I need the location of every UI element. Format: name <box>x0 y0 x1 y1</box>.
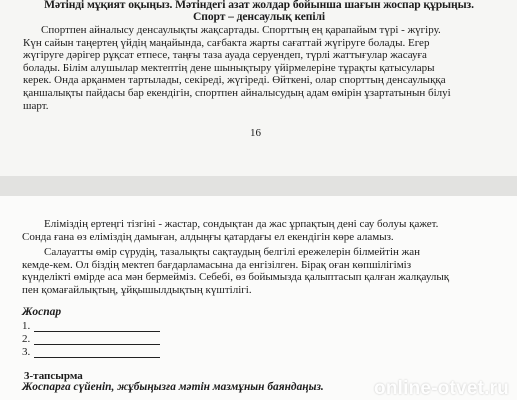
text-title: Спорт – денсаулық кепілі <box>192 10 326 23</box>
paragraph-line: Сонда ғана өз еліміздің дамыған, алдыңғы қатардағы ел екендігін көре аламыз. <box>22 230 394 243</box>
instruction: Мәтінді мұқият оқыңыз. Мәтіндегі азат жолдар бойынша шағын жоспар құрыңыз. <box>44 0 474 11</box>
plan-item-3[interactable] <box>22 346 160 358</box>
paragraph-line: шарт. <box>23 99 49 112</box>
paragraph-line: керек. Онда арқанмен тартылады, секіреді, жүгіреді. Өйткені, олар спорттың денсаулыққа <box>23 74 446 87</box>
paragraph-line: жүгіруге дәрігер рұқсат етпесе, таңғы таза ауада серуендеп, түрлі жаттығулар жасауға <box>23 49 427 62</box>
plan-item-number: 1. <box>22 320 31 332</box>
watermark: online-otvet.ru <box>374 378 509 399</box>
paragraph-line: күнделікті өмірде аса мән бермейміз. Себебі, өз бойымызда қалыптасып қалған жалқаулық <box>22 271 450 284</box>
paragraph-line: кемде-кем. Ол біздің мектеп бағдарламасына да енгізілген. Бірақ оған көпшілігіміз <box>22 258 412 271</box>
paragraph-line: Салауатты өмір сүрудің, тазалықты сақтаудың белгілі ережелерін білмейтін жан <box>44 246 421 258</box>
paragraph-line: Спортпен айналысу денсаулықты жақсартады. Спорттың ең қарапайым түрі - жүгіру. <box>41 24 441 36</box>
paragraph-2 <box>22 218 492 243</box>
paragraph-line: болады. Білім алушылар мектептің дене шынықтыру үйірмелеріне тұрақты қатысулары <box>23 61 435 74</box>
paragraph-line: Күн сайын таңертең үйдің маңайында, сағбакта жарты сағаттай жүгіруге болады. Егер <box>23 36 430 49</box>
plan-item-2[interactable] <box>22 333 160 345</box>
answer-line[interactable] <box>34 322 160 332</box>
plan-title: Жоспар <box>22 306 62 318</box>
plan-item-1[interactable] <box>22 320 160 332</box>
paragraph-line: қаншалықты пайдасы бар екендігін, спортпен айналысудың адам өмірін ұзартатынын білуі <box>23 86 451 99</box>
task-text: Жоспарға сүйеніп, жұбыңызға мәтін мазмұнын баяндаңыз. <box>22 381 324 393</box>
plan-item-number: 2. <box>22 333 31 345</box>
answer-line[interactable] <box>34 335 160 345</box>
paragraph-3 <box>22 246 492 296</box>
page-number: 16 <box>250 127 261 139</box>
paragraph-line: пен қомағайлықтың, ұйқышылдықтың күштілігі. <box>22 283 252 296</box>
task-title: 3-тапсырма <box>24 370 83 382</box>
plan-item-number: 3. <box>22 346 31 358</box>
paragraph-line: Еліміздің ертеңгі тізгіні - жастар, сондықтан да жас ұрпақтың дені сау болуы қажет. <box>44 218 439 230</box>
paragraph-1 <box>23 24 501 112</box>
answer-line[interactable] <box>34 348 160 358</box>
page-gap <box>0 176 517 196</box>
